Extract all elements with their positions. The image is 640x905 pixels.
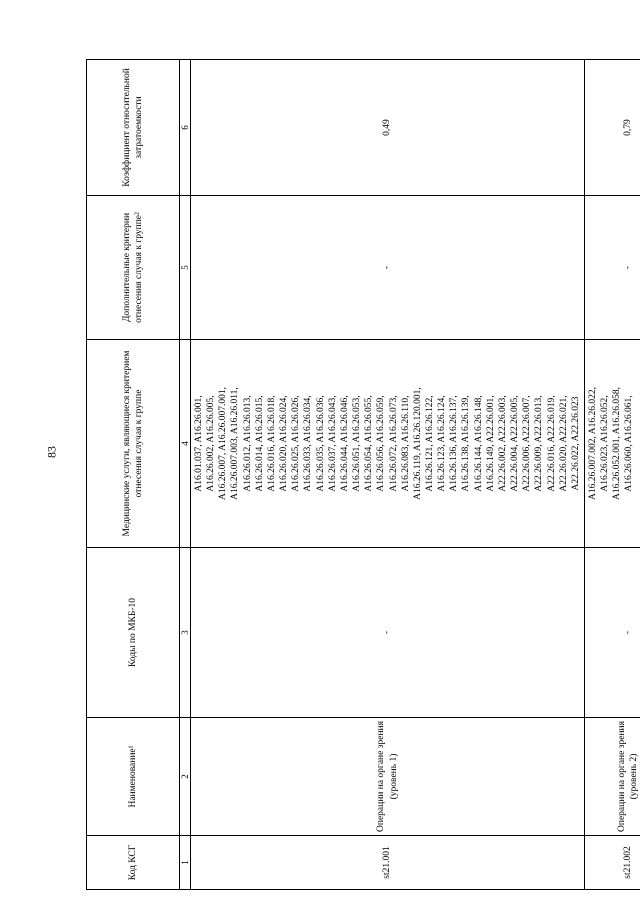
column-number: 4: [180, 340, 191, 548]
column-number-row: [180, 60, 191, 890]
icd-cell: -: [585, 548, 640, 718]
service-line: A16.26.023, A16.26.052,: [600, 395, 611, 492]
service-line: A16.26.002, A16.26.005,: [206, 395, 217, 492]
service-line: A16.26.083, A16.26.110,: [400, 395, 411, 492]
service-line: A16.26.007.002, A16.26.022,: [588, 387, 598, 500]
extra-criteria-cell: -: [585, 196, 640, 340]
service-line: A16.26.025, A16.26.026,: [291, 395, 302, 492]
service-line: A22.26.006, A22.26.007,: [522, 395, 533, 492]
service-line: A16.26.014, A16.26.015,: [254, 395, 265, 492]
service-line: A16.26.119, A16.26.120.001,: [412, 387, 423, 500]
service-line: A16.26.123, A16.26.124,: [437, 395, 448, 492]
service-line: A16.26.056, A16.26.059,: [376, 395, 387, 492]
coefficient-cell: 0,79: [585, 60, 640, 196]
service-line: A16.26.052.001, A16.26.058,: [612, 387, 623, 500]
service-line: A16.26.060, A16.26.061,: [624, 395, 635, 492]
service-line: A16.26.138, A16.26.139,: [461, 395, 472, 492]
service-line: A16.26.012, A16.26.013,: [242, 395, 253, 492]
table-row: [191, 60, 585, 890]
header-coefficient: Коэффициент относительной затратоемкости: [87, 60, 180, 196]
header-icd10: Коды по МКБ-10: [87, 548, 180, 718]
service-line: A16.26.007.003, A16.26.011,: [230, 387, 241, 500]
service-line: A16.26.007, A16.26.007.001,: [218, 387, 229, 500]
service-line: A22.26.016, A22.26.019,: [546, 395, 557, 492]
header-name: Наименование¹: [87, 718, 180, 836]
column-number: 3: [180, 548, 191, 718]
services-cell: [585, 340, 640, 548]
header-ksg-code: Код КСГ: [87, 836, 180, 890]
service-line: A16.26.033, A16.26.034,: [303, 395, 314, 492]
column-number: 2: [180, 718, 191, 836]
page-number: 83: [44, 446, 59, 458]
column-number: 6: [180, 60, 191, 196]
service-line: A16.26.072, A16.26.073,: [388, 395, 399, 492]
service-line: A22.26.002, A22.26.003,: [497, 395, 508, 492]
table-row: [585, 60, 640, 890]
ksg-table: [86, 59, 640, 890]
service-line: A16.26.054, A16.26.055,: [364, 395, 375, 492]
service-line: A16.01.037, A16.26.001,: [194, 395, 204, 492]
name-cell: Операции на органе зрения (уровень 2): [585, 718, 640, 836]
ksg-code-cell: st21.001: [191, 836, 585, 890]
service-line: A16.26.035, A16.26.036,: [315, 395, 326, 492]
extra-criteria-cell: -: [191, 196, 585, 340]
ksg-code-cell: st21.002: [585, 836, 640, 890]
service-line: A16.26.016, A16.26.018,: [266, 395, 277, 492]
service-line: A16.26.144, A16.26.148,: [473, 395, 484, 492]
header-extra-criteria: Дополнительные критерии отнесения случая к группе²: [87, 196, 180, 340]
service-line: A22.26.009, A22.26.013,: [534, 395, 545, 492]
service-line: A16.26.121, A16.26.122,: [424, 395, 435, 492]
coefficient-cell: 0,49: [191, 60, 585, 196]
name-cell: Операции на органе зрения (уровень 1): [191, 718, 585, 836]
service-line: A22.26.004, A22.26.005,: [510, 395, 521, 492]
rotated-page-content: [86, 60, 639, 890]
table-header-row: [87, 60, 180, 890]
column-number: 1: [180, 836, 191, 890]
header-services: Медицинские услуги, являющиеся критерием отнесения случая к группе: [87, 340, 180, 548]
service-line: A16.26.051, A16.26.053,: [352, 395, 363, 492]
column-number: 5: [180, 196, 191, 340]
service-line: A22.26.022, A22.26.023: [570, 396, 581, 491]
service-line: A16.26.037, A16.26.043,: [327, 395, 338, 492]
service-line: A16.26.020, A16.26.024,: [279, 395, 290, 492]
service-line: A16.26.149, A22.26.001,: [485, 395, 496, 492]
service-line: A16.26.044, A16.26.046,: [339, 395, 350, 492]
service-line: A16.26.136, A16.26.137,: [449, 395, 460, 492]
service-line: A22.26.020, A22.26.021,: [558, 395, 569, 492]
icd-cell: -: [191, 548, 585, 718]
services-cell: [191, 340, 585, 548]
